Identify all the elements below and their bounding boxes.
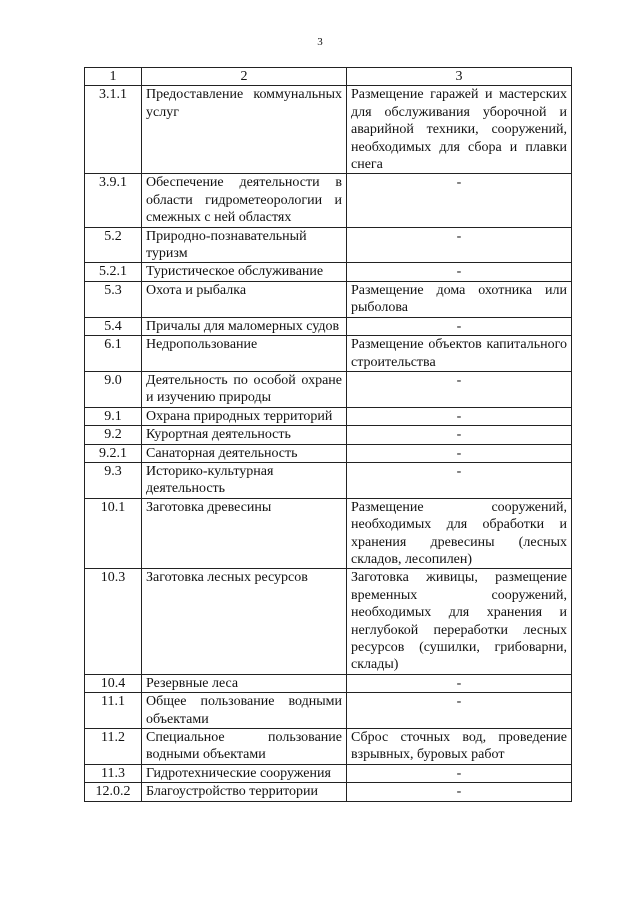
row-name-cell: Туристическое обслуживание bbox=[142, 263, 347, 281]
row-name-cell: Обеспечение деятельности в области гидрометеорологии и смежных с ней областях bbox=[142, 174, 347, 227]
row-description-cell: Заготовка живицы, размещение временных сооружений, необходимых для хранения и неглубокой переработки лесных ресурсов (сушилки, грибоварни, склады) bbox=[347, 569, 572, 674]
table-row bbox=[85, 281, 572, 317]
row-code-cell: 11.1 bbox=[85, 693, 142, 729]
row-name-cell: Недропользование bbox=[142, 336, 347, 372]
row-name-cell: Предоставление коммунальных услуг bbox=[142, 86, 347, 174]
column-header-3: 3 bbox=[347, 68, 572, 86]
row-name-cell: Специальное пользование водными объектами bbox=[142, 729, 347, 765]
table-row bbox=[85, 407, 572, 425]
row-name-cell: Историко-культурная деятельность bbox=[142, 462, 347, 498]
table-row bbox=[85, 462, 572, 498]
table-row bbox=[85, 227, 572, 263]
table-row bbox=[85, 674, 572, 692]
row-code-cell: 5.3 bbox=[85, 281, 142, 317]
table-row bbox=[85, 764, 572, 782]
column-header-1: 1 bbox=[85, 68, 142, 86]
row-name-cell: Охота и рыбалка bbox=[142, 281, 347, 317]
row-name-cell: Заготовка древесины bbox=[142, 498, 347, 569]
row-name-cell: Санаторная деятельность bbox=[142, 444, 347, 462]
table-row bbox=[85, 498, 572, 569]
row-code-cell: 5.4 bbox=[85, 317, 142, 335]
row-code-cell: 3.9.1 bbox=[85, 174, 142, 227]
row-name-cell: Гидротехнические сооружения bbox=[142, 764, 347, 782]
table-row bbox=[85, 317, 572, 335]
row-description-cell: - bbox=[347, 426, 572, 444]
row-description-cell: Размещение объектов капитального строительства bbox=[347, 336, 572, 372]
row-code-cell: 6.1 bbox=[85, 336, 142, 372]
row-description-cell: - bbox=[347, 371, 572, 407]
row-name-cell: Благоустройство территории bbox=[142, 783, 347, 801]
table-row bbox=[85, 263, 572, 281]
column-header-2: 2 bbox=[142, 68, 347, 86]
row-code-cell: 10.4 bbox=[85, 674, 142, 692]
row-name-cell: Курортная деятельность bbox=[142, 426, 347, 444]
row-description-cell: - bbox=[347, 174, 572, 227]
row-description-cell: - bbox=[347, 783, 572, 801]
table-row bbox=[85, 426, 572, 444]
row-description-cell: Размещение гаражей и мастерских для обслуживания уборочной и аварийной техники, сооружений, необходимых для сбора и плавки снега bbox=[347, 86, 572, 174]
table-row bbox=[85, 336, 572, 372]
row-code-cell: 10.1 bbox=[85, 498, 142, 569]
row-name-cell: Общее пользование водными объектами bbox=[142, 693, 347, 729]
row-description-cell: - bbox=[347, 227, 572, 263]
row-name-cell: Причалы для маломерных судов bbox=[142, 317, 347, 335]
table-row bbox=[85, 783, 572, 801]
row-code-cell: 11.2 bbox=[85, 729, 142, 765]
table-row bbox=[85, 729, 572, 765]
row-name-cell: Заготовка лесных ресурсов bbox=[142, 569, 347, 674]
row-name-cell: Деятельность по особой охране и изучению природы bbox=[142, 371, 347, 407]
row-code-cell: 5.2 bbox=[85, 227, 142, 263]
row-code-cell: 9.3 bbox=[85, 462, 142, 498]
row-description-cell: - bbox=[347, 407, 572, 425]
row-name-cell: Охрана природных территорий bbox=[142, 407, 347, 425]
row-description-cell: - bbox=[347, 674, 572, 692]
row-code-cell: 9.1 bbox=[85, 407, 142, 425]
row-name-cell: Природно-познавательный туризм bbox=[142, 227, 347, 263]
row-description-cell: - bbox=[347, 462, 572, 498]
row-code-cell: 11.3 bbox=[85, 764, 142, 782]
table-row bbox=[85, 86, 572, 174]
row-code-cell: 9.0 bbox=[85, 371, 142, 407]
row-description-cell: - bbox=[347, 693, 572, 729]
row-description-cell: Сброс сточных вод, проведение взрывных, буровых работ bbox=[347, 729, 572, 765]
table-header-row bbox=[85, 68, 572, 86]
row-code-cell: 3.1.1 bbox=[85, 86, 142, 174]
row-code-cell: 9.2.1 bbox=[85, 444, 142, 462]
table-row bbox=[85, 693, 572, 729]
table-row bbox=[85, 371, 572, 407]
row-description-cell: - bbox=[347, 317, 572, 335]
table-row bbox=[85, 174, 572, 227]
row-code-cell: 9.2 bbox=[85, 426, 142, 444]
row-description-cell: Размещение дома охотника или рыболова bbox=[347, 281, 572, 317]
table-row bbox=[85, 444, 572, 462]
row-description-cell: Размещение сооружений, необходимых для обработки и хранения древесины (лесных складов, лесопилен) bbox=[347, 498, 572, 569]
row-code-cell: 12.0.2 bbox=[85, 783, 142, 801]
row-description-cell: - bbox=[347, 444, 572, 462]
row-description-cell: - bbox=[347, 263, 572, 281]
row-description-cell: - bbox=[347, 764, 572, 782]
table-row bbox=[85, 569, 572, 674]
row-code-cell: 5.2.1 bbox=[85, 263, 142, 281]
land-use-table bbox=[84, 67, 572, 802]
page-number: 3 bbox=[317, 36, 323, 48]
row-name-cell: Резервные леса bbox=[142, 674, 347, 692]
row-code-cell: 10.3 bbox=[85, 569, 142, 674]
